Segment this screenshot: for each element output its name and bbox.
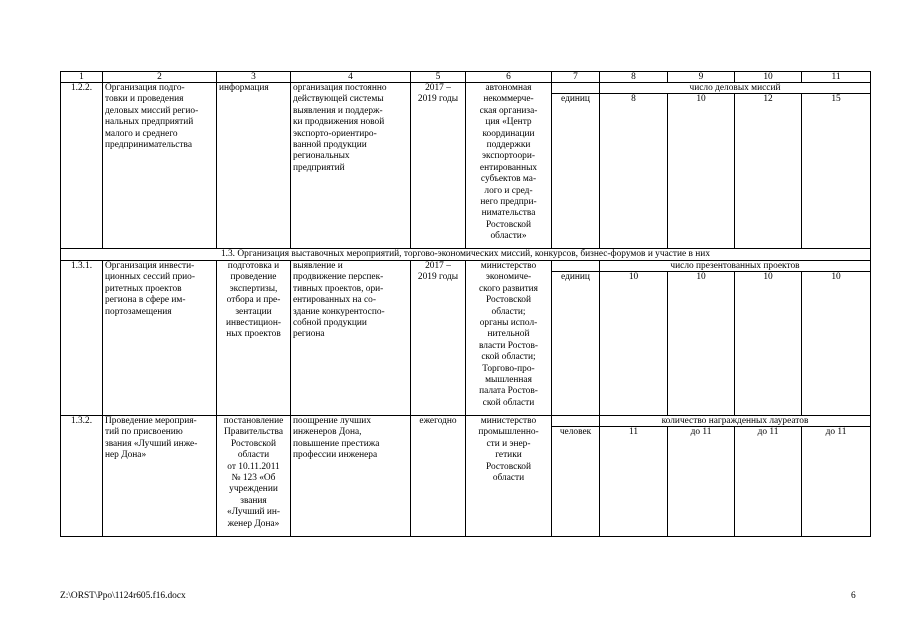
value-cell: 10	[802, 272, 871, 416]
value-cell: 10	[668, 94, 735, 249]
unit-cell: единиц	[552, 94, 600, 249]
measure-executor: министерство экономиче- ского развития Ростовской области; органы испол- нительной власти Ростов- ской области; Торгово-про- мышленная палата Ростов- ской области	[466, 261, 552, 416]
value-cell: 10	[668, 272, 735, 416]
indicator-label: число презентованных проектов	[600, 261, 871, 272]
unit-cell: единиц	[552, 272, 600, 416]
measure-name: Проведение мероприя- тий по присвоению звания «Лучший инже- нер Дона»	[103, 416, 217, 537]
measure-number: 1.2.2.	[61, 83, 103, 249]
column-number: 4	[291, 72, 411, 83]
value-cell: до 11	[668, 427, 735, 537]
value-cell: до 11	[802, 427, 871, 537]
measure-name: Организация подго- товки и проведения деловых миссий регио- нальных предприятий малого и среднего предпринимательства	[103, 83, 217, 249]
table-row	[61, 261, 871, 272]
column-number: 11	[802, 72, 871, 83]
measure-goal: организация постоянно действующей системы выявления и поддерж- ки продвижения новой экспорто-ориентиро- ванной продукции региональных предприятий	[291, 83, 411, 249]
table-row	[61, 83, 871, 94]
value-cell: 8	[600, 94, 668, 249]
value-cell: 11	[600, 427, 668, 537]
column-number: 8	[600, 72, 668, 83]
table-row	[61, 416, 871, 427]
file-path: Z:\ORST\Ppo\1124r605.f16.docx	[60, 591, 186, 601]
measure-period: 2017 – 2019 годы	[411, 83, 466, 249]
unit-spacer	[552, 261, 600, 272]
unit-cell: человек	[552, 427, 600, 537]
column-number: 6	[466, 72, 552, 83]
measure-basis: подготовка и проведение экспертизы, отбора и пре- зентации инвестицион- ных проектов	[217, 261, 291, 416]
indicator-label: количество награжденных лауреатов	[600, 416, 871, 427]
value-cell: 15	[802, 94, 871, 249]
column-number: 3	[217, 72, 291, 83]
measure-number: 1.3.2.	[61, 416, 103, 537]
column-number: 5	[411, 72, 466, 83]
measure-period: 2017 – 2019 годы	[411, 261, 466, 416]
measure-goal: выявление и продвижение перспек- тивных проектов, ори- ентированных на со- здание конкурентоспо- собной продукции региона	[291, 261, 411, 416]
column-number: 9	[668, 72, 735, 83]
value-cell: до 11	[735, 427, 802, 537]
value-cell: 12	[735, 94, 802, 249]
column-number-row	[61, 72, 871, 83]
value-cell: 10	[735, 272, 802, 416]
value-cell: 10	[600, 272, 668, 416]
measure-period: ежегодно	[411, 416, 466, 537]
measure-goal: поощрение лучших инженеров Дона, повышение престижа профессии инженера	[291, 416, 411, 537]
section-title: 1.3. Организация выставочных мероприятий, торгово-экономических миссий, конкурсов, бизнес-форумов и участие в них	[61, 249, 871, 261]
column-number: 1	[61, 72, 103, 83]
indicator-label: число деловых миссий	[600, 83, 871, 94]
column-number: 10	[735, 72, 802, 83]
section-row	[61, 249, 871, 261]
page-number: 6	[851, 591, 856, 601]
column-number: 7	[552, 72, 600, 83]
measure-basis: информация	[217, 83, 291, 249]
column-number: 2	[103, 72, 217, 83]
measure-number: 1.3.1.	[61, 261, 103, 416]
measure-basis: постановление Правительства Ростовской области от 10.11.2011 № 123 «Об учреждении звания «Лучший ин- женер Дона»	[217, 416, 291, 537]
measure-executor: автономная некоммерче- ская организа- ция «Центр координации поддержки экспортоори- ентированных субъектов ма- лого и сред- него предпри- нимательства Ростовской области»	[466, 83, 552, 249]
measure-executor: министерство промышленно- сти и энер- гетики Ростовской области	[466, 416, 552, 537]
unit-spacer	[552, 416, 600, 427]
unit-spacer	[552, 83, 600, 94]
measure-name: Организация инвести- ционных сессий прио- ритетных проектов региона в сфере им- портозамещения	[103, 261, 217, 416]
measures-table	[60, 71, 871, 537]
